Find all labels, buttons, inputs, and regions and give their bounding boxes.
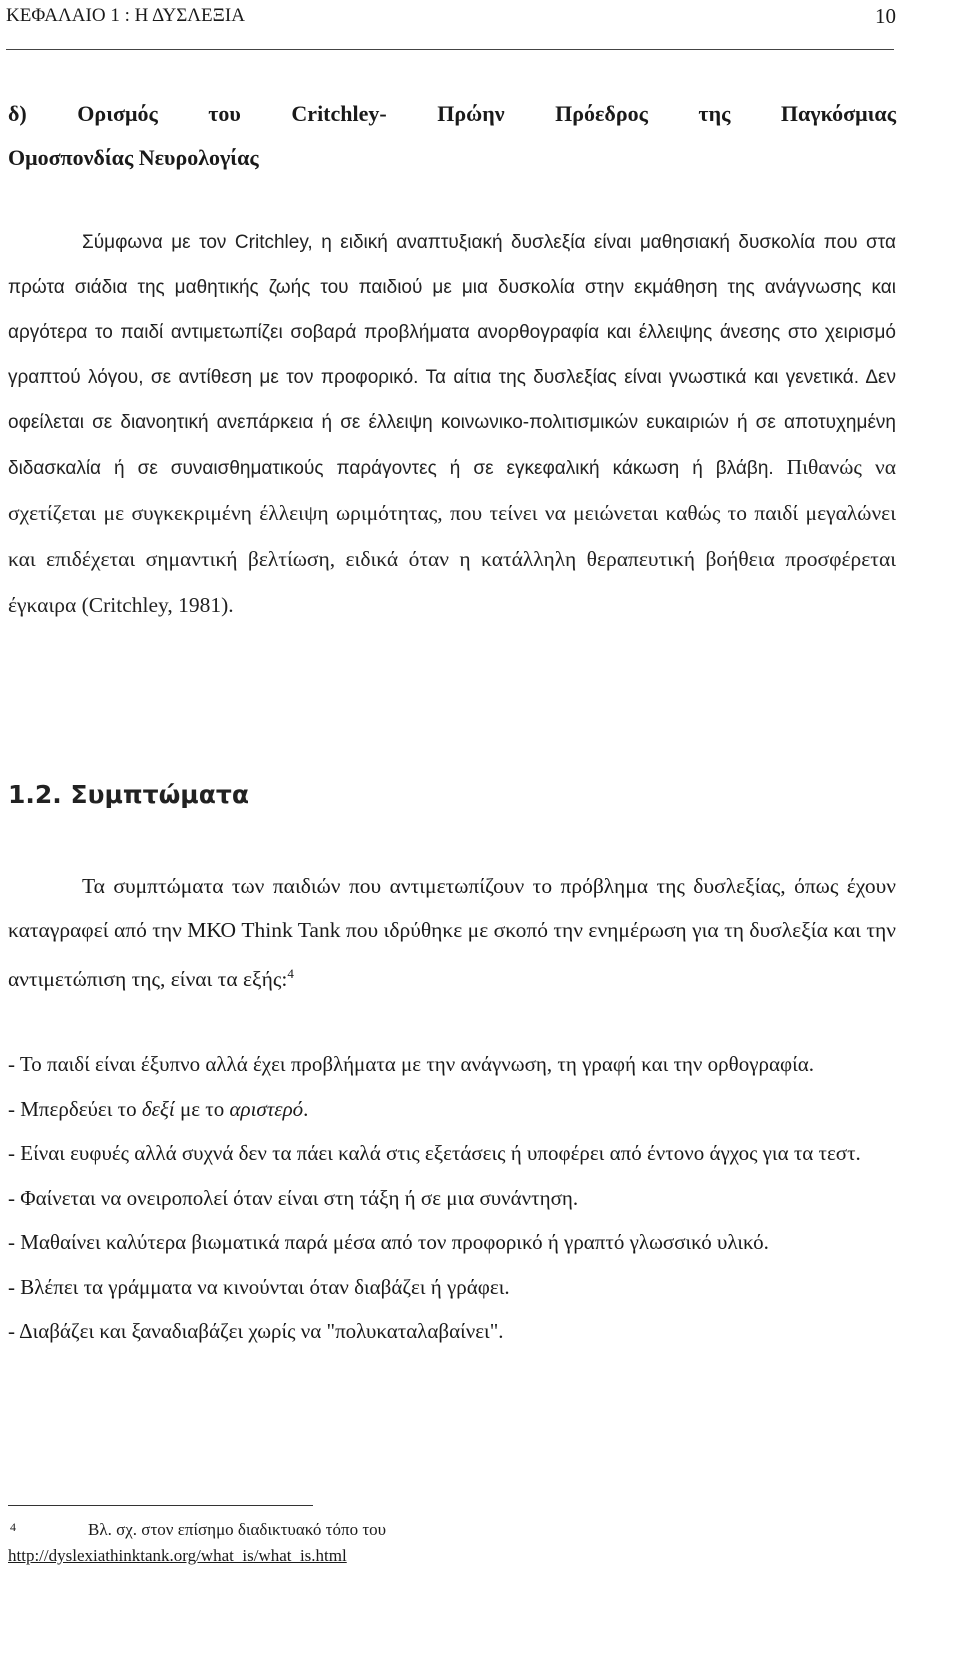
- page-number: 10: [875, 4, 896, 28]
- list-item: - Βλέπει τα γράμματα να κινούνται όταν διαβάζει ή γράφει.: [8, 1274, 510, 1299]
- list-item: - Είναι ευφυές αλλά συχνά δεν τα πάει καλά στις εξετάσεις ή υποφέρει από έντονο άγχος για τα τεστ.: [8, 1141, 861, 1165]
- footnote-number: 4: [10, 1520, 16, 1534]
- header-divider: [6, 49, 894, 50]
- footnote-divider: [8, 1505, 313, 1506]
- subsection-heading-line2: Ομοσπονδίας Νευρολογίας: [8, 145, 259, 170]
- list-item: - Μαθαίνει καλύτερα βιωματικά παρά μέσα από τον προφορικό ή γραπτό γλωσσικό υλικό.: [8, 1230, 769, 1254]
- emphasis-left: αριστερό: [229, 1096, 304, 1121]
- subsection-heading-line1: δ) Ορισμός του Critchley- Πρώην Πρόεδρος της Παγκόσμιας: [8, 101, 896, 126]
- section-title: 1.2. Συμπτώματα: [8, 780, 250, 809]
- list-item: [8, 1087, 896, 1132]
- critchley-text-part2: Πιθανώς να σχετίζεται με συγκεκριμένη έλλειψη ωριμότητας, που τείνει να μειώνεται καθώς το παιδί μεγαλώνει και επιδέχεται σημαντική βελτίωση, ειδικά όταν η κατάλληλη θεραπευτική βοήθεια προσφέρεται έγκαιρα (Critchley, 1981).: [8, 455, 897, 617]
- critchley-text-part1: Σύμφωνα με τον Critchley, η ειδική αναπτυξιακή δυσλεξία είναι μαθησιακή δυσκολία που στα πρώτα σιάδια της μαθητικής ζωής του παιδιού με μια δυσκολία στην εκμάθηση της ανάγνωσης και αργότερα το παιδί αντιμετωπίζει σοβαρά προβλήματα ανορθογραφία και έλλειψης άνεσης στο χειρισμό γραπτού λόγου, σε αντίθεση με τον προφορικό. Τα αίτια της δυσλεξίας είναι γνωστικά και γενετικά. Δεν οφείλεται σε διανοητική ανεπάρκεια ή σε έλλειψη κοινωνικο-πολιτισμικών ευκαιριών ή σε αποτυχημένη διδασκαλία ή σε συναισθηματικούς παράγοντες ή σε εγκεφαλική κάκωση ή βλάβη.: [8, 232, 896, 479]
- list-item-text: .: [303, 1096, 309, 1121]
- page-header: [6, 2, 896, 42]
- critchley-paragraph: [8, 220, 896, 629]
- symptoms-list: [8, 1042, 896, 1354]
- list-item: - Φαίνεται να ονειροπολεί όταν είναι στη τάξη ή σε μια συνάντηση.: [8, 1185, 579, 1210]
- footnote-link[interactable]: http://dyslexiathinktank.org/what_is/what_is.html: [8, 1546, 347, 1565]
- list-item-text: - Μπερδεύει το: [8, 1096, 142, 1121]
- subsection-heading: [8, 92, 896, 180]
- list-item: - Το παιδί είναι έξυπνο αλλά έχει προβλήματα με την ανάγνωση, τη γραφή και την ορθογραφία.: [8, 1052, 814, 1076]
- symptoms-intro-text: Τα συμπτώματα των παιδιών που αντιμετωπίζουν το πρόβλημα της δυσλεξίας, όπως έχουν καταγραφεί από την ΜΚΟ Think Tank που ιδρύθηκε με σκοπό την ενημέρωση για τη δυσλεξία και την αντιμετώπιση της, είναι τα εξής:: [8, 874, 896, 992]
- symptoms-intro-paragraph: [8, 864, 896, 1001]
- footnote-reference[interactable]: 4: [287, 966, 294, 981]
- footnote-text: Βλ. σχ. στον επίσημο διαδικτυακό τόπο του: [88, 1520, 387, 1539]
- chapter-title: ΚΕΦΑΛΑΙΟ 1 : Η ΔΥΣΛΕΞΙΑ: [6, 5, 245, 26]
- list-item-text: με το: [174, 1096, 230, 1121]
- list-item: - Διαβάζει και ξαναδιαβάζει χωρίς να "πολυκαταλαβαίνει".: [8, 1319, 504, 1343]
- emphasis-right: δεξί: [141, 1096, 175, 1121]
